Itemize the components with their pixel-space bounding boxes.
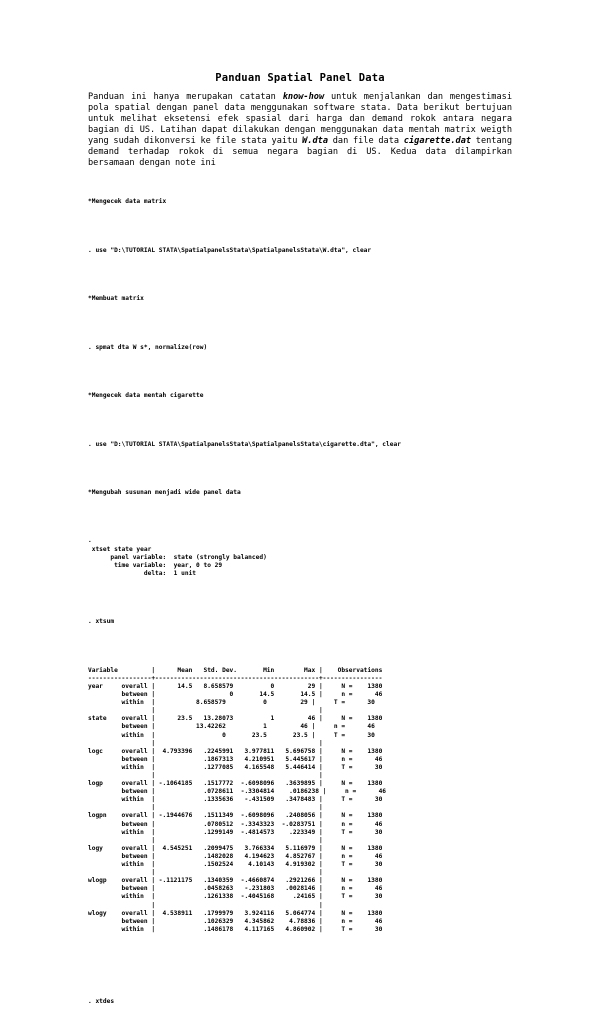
cmd-xtdes: . xtdes [88,998,115,1006]
stata-log [88,182,528,1023]
comment-make-matrix: *Membuat matrix [88,295,144,303]
xtsum-table: Variable | Mean Std. Dev. Min Max | Observations -----------------+--------------------------------------------+---------------- year overall | 14.5 8.658579 0 29 | N = 1380 between | 0 14.5 14.5 | n = 46 within | 8.658579 0 29 | T = 30 | | state overall | 23.5 13.28073 1 46 | N = 1380 between | 13.42262 1 46 | n = 46 within | 0 23.5 23.5 | T = 30 | | logc overall | 4.793396 .2245991 3.977811 5.696758 | N = 1380 between | .1867313 4.210951 5.445617 | n = 46 within | .1277085 4.165548 5.446414 | T = 30 | | logp overall | -.1064185 .1517772 -.6098096 .3639895 | N = 1380 between | .0728611 -.3304814 .0186238 | n = 46 within | .1335636 -.431509 .3478483 | T = 30 | | logpn overall | -.1944676 .1511349 -.6098096 .2408056 | N = 1380 between | .0780512 -.3343323 -.0283751 | n = 46 within | .1299149 -.4814573 .223349 | T = 30 | | logy overall | 4.545251 .2099475 3.766334 5.116979 | N = 1380 between | .1482028 4.194623 4.852767 | n = 46 within | .1502524 4.10143 4.919302 | T = 30 | | wlogp overall | -.1121175 .1340359 -.4660874 .2921266 | N = 1380 between | .0458263 -.231803 .0028146 | n = 46 within | .1261338 -.4045168 .24165 | T = 30 | | wlogy overall | 4.538911 .1799979 3.924116 5.064774 | N = 1380 between | .1026329 4.345862 4.78836 | n = 46 within | .1486178 4.117165 4.860902 | T = 30 [88,666,387,933]
intro-paragraph [88,92,512,169]
intro-emphasis-know-how: know-how [282,92,325,102]
cmd-xtsum: . xtsum [88,618,115,626]
cmd-spmat: . spmat dta W s*, normalize(row) [88,343,208,351]
intro-text-3: dan file data [328,136,404,146]
cmd-use-w: . use "D:\TUTORIAL STATA\SpatialpanelsStata\SpatialpanelsStata\W.dta", clear [88,246,372,254]
intro-emphasis-cigarette-dat: cigarette.dat [403,136,472,146]
intro-text-2: untuk menjalankan dan mengestimasi pola spatial dengan panel data menggunakan software stata. Data berikut bertujuan untuk melihat eksetensi efek spasial dari harga dan demand rokok antara negara bagian di US. Latihan dapat dilakukan dengan menggunakan data mentah matrix weigth yang sudah dikonversi ke file stata yaitu [88,92,512,146]
page-title: Panduan Spatial Panel Data [215,72,385,84]
intro-text-4: tentang demand terhadap rokok di semua negara bagian di US. Kedua data dilampirkan bersamaan dengan note ini [88,136,512,168]
intro-emphasis-w-dta: W.dta [302,136,328,146]
comment-check-cigarette: *Mengecek data mentah cigarette [88,392,204,400]
comment-check-matrix: *Mengecek data matrix [88,198,167,206]
comment-wide-panel: *Mengubah susunan menjadi wide panel data [88,489,241,496]
xtset-output: . xtset state year panel variable: state (strongly balanced) time variable: year, 0 to 29 delta: 1 unit [88,537,267,577]
intro-text-1: Panduan ini hanya merupakan catatan [88,92,283,102]
cmd-use-cigarette: . use "D:\TUTORIAL STATA\SpatialpanelsStata\SpatialpanelsStata\cigarette.dta", clear [88,440,401,448]
